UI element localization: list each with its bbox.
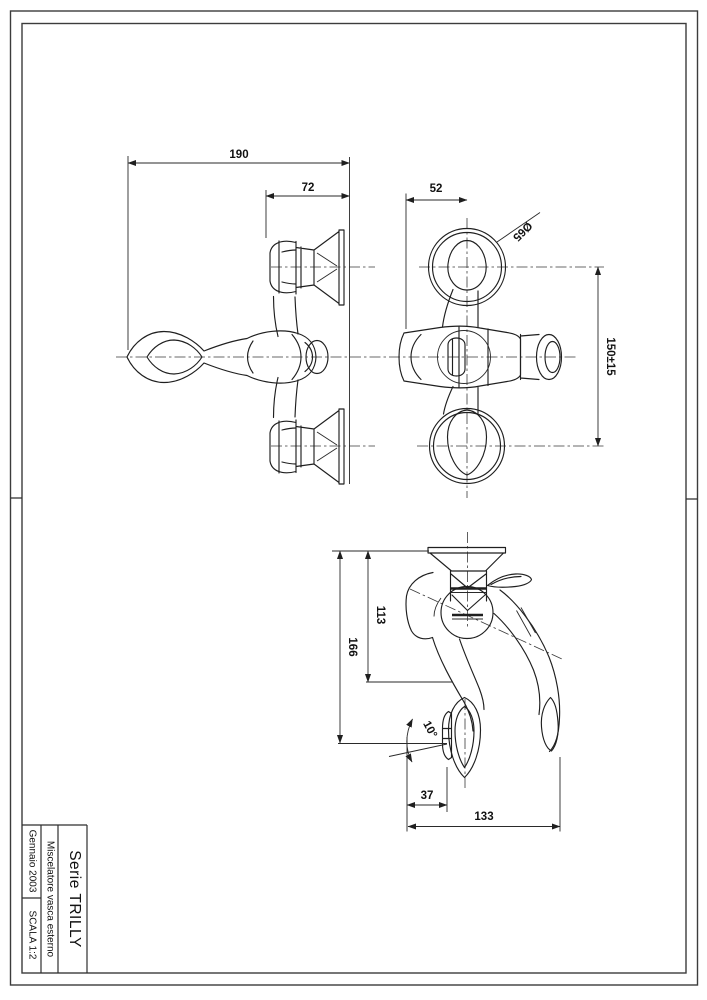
dim-166 [340, 551, 358, 743]
lever-handle [488, 574, 532, 587]
dim-166-text: 166 [346, 637, 358, 657]
dim-52-text: 52 [429, 183, 443, 195]
title-scale: SCALA 1:2 [26, 910, 38, 960]
dim-52 [406, 183, 467, 329]
angle-text: 10° [420, 719, 440, 741]
body-left [406, 573, 433, 639]
dim-190-text: 190 [229, 149, 249, 161]
dim-150 [598, 267, 616, 446]
profile-view [332, 532, 562, 832]
rear-arm-curve [494, 590, 560, 752]
lower-arm [274, 378, 299, 418]
dim-113 [368, 551, 386, 682]
upper-escutcheon [296, 230, 344, 305]
angle-ref-line [389, 744, 447, 757]
dim-133-text: 133 [474, 811, 494, 823]
outer-border [11, 11, 698, 985]
spout-curve [433, 638, 485, 732]
dia-text: Ø65 [510, 219, 535, 244]
lower-collar [270, 421, 296, 473]
dim-72-text: 72 [301, 182, 315, 194]
dim-37-text: 37 [420, 790, 434, 802]
rear-arm-tip [541, 698, 558, 752]
dim-72 [266, 182, 350, 238]
dim-190 [128, 149, 350, 350]
rear-arm-joint [517, 608, 536, 637]
upper-cone-facets [317, 253, 337, 282]
dim-150-text: 150±15 [604, 337, 616, 376]
title-date: Gennaio 2003 [26, 829, 38, 893]
front-view [116, 149, 576, 484]
title-series: Serie TRILLY [65, 850, 83, 948]
dim-angle-10 [389, 719, 447, 762]
dim-113-text: 113 [374, 605, 386, 625]
dim-diameter-65 [497, 213, 540, 244]
bottom-arm-tube [444, 387, 479, 415]
upper-arm [274, 297, 299, 337]
fold-marks [11, 498, 698, 499]
aerator-leaf-inner [455, 707, 474, 768]
valve-chamber [441, 587, 493, 639]
inner-border [22, 24, 686, 974]
aerator-leaf-outer [449, 698, 481, 778]
lower-escutcheon [296, 409, 344, 484]
lower-cone-facets [317, 432, 337, 461]
title-block [22, 825, 87, 973]
title-description: Miscelatore vasca esterno [44, 840, 56, 958]
wall-escutcheon [428, 548, 506, 572]
side-view [399, 183, 616, 498]
angle-arc [407, 719, 413, 762]
